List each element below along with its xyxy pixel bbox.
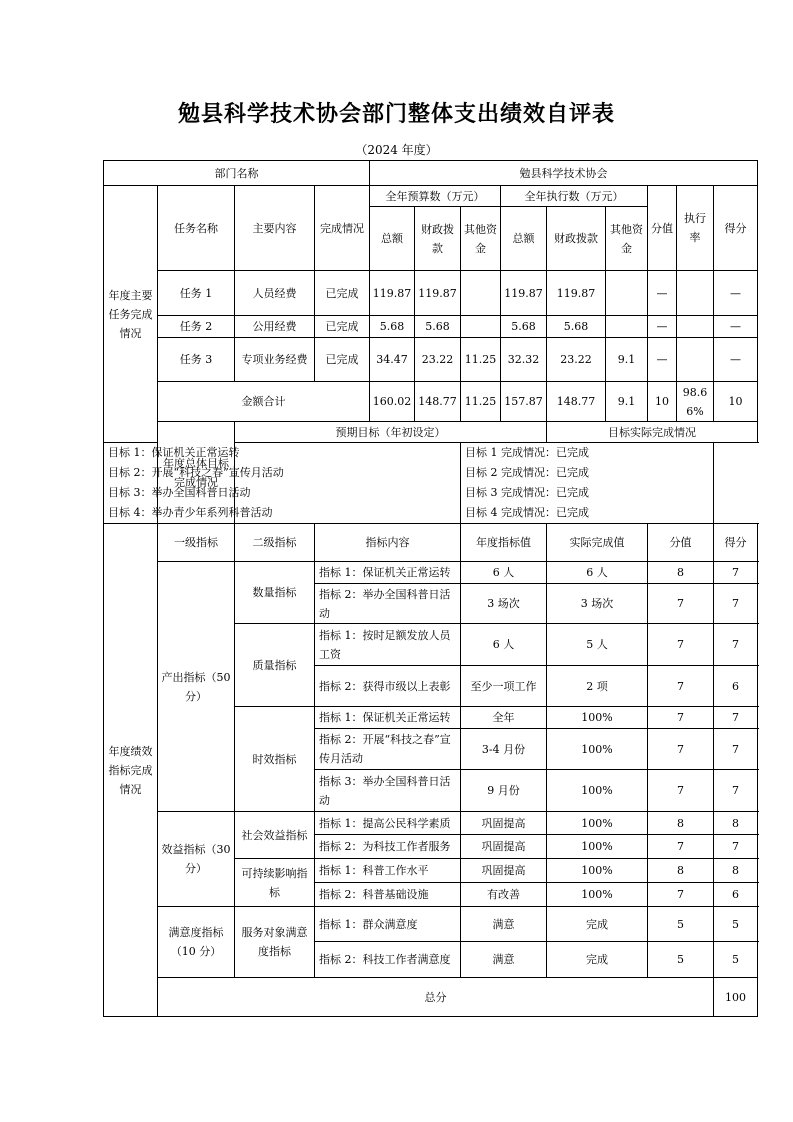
level2-quality: 质量指标	[235, 624, 315, 707]
actual-value-header: 实际完成值	[547, 524, 648, 562]
indicator-actual: 5 人	[547, 624, 648, 666]
task-header-row	[104, 186, 758, 207]
actual-goal: 目标 3 完成情况：已完成	[461, 483, 714, 503]
indicator-target: 3-4 月份	[461, 729, 547, 770]
indicator-score-value: 7	[648, 707, 714, 729]
self-evaluation-table	[103, 160, 758, 1017]
sum-score-value: 10	[648, 382, 677, 422]
indicator-target: 有改善	[461, 883, 547, 907]
budget-total: 5.68	[370, 316, 415, 338]
budget-fiscal: 119.87	[415, 271, 461, 316]
indicator-actual: 100%	[547, 707, 648, 729]
level1-output: 产出指标（50 分）	[158, 562, 235, 812]
indicator-actual: 100%	[547, 835, 648, 859]
task-row	[104, 271, 758, 316]
exec-total: 5.68	[501, 316, 547, 338]
level2-header: 二级指标	[235, 524, 315, 562]
level2-service-satisfaction: 服务对象满意度指标	[235, 907, 315, 978]
indicator-content: 指标 1：群众满意度	[315, 907, 461, 942]
exec-other-header: 其他资金	[606, 207, 648, 271]
total-row	[104, 978, 758, 1017]
exec-other	[606, 271, 648, 316]
indicator-actual: 100%	[547, 859, 648, 883]
exec-fiscal: 5.68	[547, 316, 606, 338]
indicator-score: 7	[714, 835, 758, 859]
sum-budget-fiscal: 148.77	[415, 382, 461, 422]
indicator-content: 指标 2：为科技工作者服务	[315, 835, 461, 859]
indicator-actual: 100%	[547, 883, 648, 907]
indicator-actual: 100%	[547, 729, 648, 770]
goal-row	[104, 503, 758, 524]
goals-section-label: 年度总体目标完成情况	[158, 422, 235, 524]
task-status: 已完成	[315, 338, 370, 382]
task-status: 已完成	[315, 316, 370, 338]
budget-fiscal: 5.68	[415, 316, 461, 338]
level2-timeliness: 时效指标	[235, 707, 315, 812]
task-score-value: —	[648, 271, 677, 316]
indicator-score: 7	[714, 729, 758, 770]
task-row	[104, 338, 758, 382]
exec-fiscal: 119.87	[547, 271, 606, 316]
indicator-score: 8	[714, 859, 758, 883]
total-score-value: 100	[714, 978, 758, 1017]
page-title: 勉县科学技术协会部门整体支出绩效自评表	[177, 101, 615, 127]
indicator-actual: 3 场次	[547, 584, 648, 624]
indicator-score: 6	[714, 883, 758, 907]
indicator-score: 7	[714, 562, 758, 584]
indicator-content: 指标 1：保证机关正常运转	[315, 707, 461, 729]
sum-exec-rate: 98.66%	[677, 382, 714, 422]
indicator-target: 巩固提高	[461, 835, 547, 859]
budget-fiscal: 23.22	[415, 338, 461, 382]
indicator-score-value: 5	[648, 942, 714, 978]
budget-other-header: 其他资金	[461, 207, 501, 271]
task-name: 任务 1	[158, 271, 235, 316]
level2-social: 社会效益指标	[235, 812, 315, 859]
exec-total: 119.87	[501, 271, 547, 316]
sum-exec-total: 157.87	[501, 382, 547, 422]
indicator-actual: 2 项	[547, 666, 648, 707]
indicator-content: 指标 1：科普工作水平	[315, 859, 461, 883]
task-status: 已完成	[315, 271, 370, 316]
indicator-score-value: 5	[648, 907, 714, 942]
indicator-score: 7	[714, 624, 758, 666]
budget-total: 34.47	[370, 338, 415, 382]
goal-row	[104, 443, 758, 463]
task-content: 专项业务经费	[235, 338, 315, 382]
expected-goal: 目标 1：保证机关正常运转	[104, 443, 461, 463]
budget-other	[461, 316, 501, 338]
indicator-content: 指标 1：按时足额发放人员工资	[315, 624, 461, 666]
task-content-header: 主要内容	[235, 186, 315, 271]
indicator-target: 满意	[461, 907, 547, 942]
perf-header-row	[104, 524, 758, 562]
indicator-score-value: 8	[648, 562, 714, 584]
task-score: —	[714, 338, 758, 382]
task-content: 人员经费	[235, 271, 315, 316]
indicator-actual: 100%	[547, 770, 648, 812]
budget-fiscal-header: 财政拨款	[415, 207, 461, 271]
annual-target-header: 年度指标值	[461, 524, 547, 562]
sum-exec-other: 9.1	[606, 382, 648, 422]
task-score-value: —	[648, 316, 677, 338]
indicator-score-value: 8	[648, 812, 714, 835]
exec-rate-header: 执行率	[677, 186, 714, 271]
indicator-score: 8	[714, 812, 758, 835]
indicator-content: 指标 1：保证机关正常运转	[315, 562, 461, 584]
level1-satisfaction: 满意度指标（10 分）	[158, 907, 235, 978]
indicator-score-value: 7	[648, 666, 714, 707]
dept-label: 部门名称	[104, 161, 370, 186]
expected-goal: 目标 4：举办青少年系列科普活动	[104, 503, 461, 524]
indicator-target: 全年	[461, 707, 547, 729]
indicator-score: 5	[714, 942, 758, 978]
task-content: 公用经费	[235, 316, 315, 338]
task-score-value: —	[648, 338, 677, 382]
exec-fiscal-header: 财政拨款	[547, 207, 606, 271]
indicator-score-value: 8	[648, 859, 714, 883]
exec-other	[606, 316, 648, 338]
indicator-actual: 完成	[547, 907, 648, 942]
indicator-content: 指标 1：提高公民科学素质	[315, 812, 461, 835]
exec-fiscal: 23.22	[547, 338, 606, 382]
task-score: —	[714, 316, 758, 338]
task-sum-row	[104, 382, 758, 422]
tasks-section-label: 年度主要任务完成情况	[104, 186, 158, 443]
indicator-content: 指标 2：科普基础设施	[315, 883, 461, 907]
level2-sustainable: 可持续影响指标	[235, 859, 315, 907]
indicator-score: 7	[714, 770, 758, 812]
budget-other: 11.25	[461, 338, 501, 382]
task-exec-rate	[677, 316, 714, 338]
indicator-content-header: 指标内容	[315, 524, 461, 562]
task-name-header: 任务名称	[158, 186, 235, 271]
budget-header: 全年预算数（万元）	[370, 186, 501, 207]
task-exec-rate	[677, 338, 714, 382]
indicator-content: 指标 2：科技工作者满意度	[315, 942, 461, 978]
task-exec-rate	[677, 271, 714, 316]
indicator-target: 9 月份	[461, 770, 547, 812]
actual-goals-header: 目标实际完成情况	[547, 422, 758, 443]
score-header: 得分	[714, 186, 758, 271]
expected-goal: 目标 2：开展“科技之春”宣传月活动	[104, 463, 461, 483]
indicator-score-value: 7	[648, 770, 714, 812]
indicator-content: 指标 2：举办全国科普日活动	[315, 584, 461, 624]
task-score: —	[714, 271, 758, 316]
total-label: 总分	[158, 978, 714, 1017]
level1-benefit: 效益指标（30 分）	[158, 812, 235, 907]
expected-goals-header: 预期目标（年初设定）	[235, 422, 547, 443]
goal-row	[104, 483, 758, 503]
sum-label: 金额合计	[158, 382, 370, 422]
indicator-score: 7	[714, 584, 758, 624]
indicator-score: 5	[714, 907, 758, 942]
task-name: 任务 3	[158, 338, 235, 382]
goal-row	[104, 463, 758, 483]
indicator-actual: 完成	[547, 942, 648, 978]
goals-header-row	[104, 422, 758, 443]
indicator-score-header: 得分	[714, 524, 758, 562]
expected-goal: 目标 3：举办全国科普日活动	[104, 483, 461, 503]
indicator-content: 指标 2：获得市级以上表彰	[315, 666, 461, 707]
actual-goal: 目标 4 完成情况：已完成	[461, 503, 714, 524]
indicator-score: 7	[714, 707, 758, 729]
task-row	[104, 316, 758, 338]
indicator-target: 满意	[461, 942, 547, 978]
indicator-content: 指标 2：开展“科技之春”宣传月活动	[315, 729, 461, 770]
sum-budget-other: 11.25	[461, 382, 501, 422]
indicator-target: 巩固提高	[461, 859, 547, 883]
score-value-header: 分值	[648, 186, 677, 271]
exec-total: 32.32	[501, 338, 547, 382]
indicator-score-value: 7	[648, 729, 714, 770]
indicator-actual: 6 人	[547, 562, 648, 584]
indicator-score-value-header: 分值	[648, 524, 714, 562]
indicator-row	[104, 562, 758, 584]
actual-goal: 目标 2 完成情况：已完成	[461, 463, 714, 483]
indicator-score-value: 7	[648, 624, 714, 666]
exec-other: 9.1	[606, 338, 648, 382]
indicator-target: 6 人	[461, 562, 547, 584]
indicator-score-value: 7	[648, 883, 714, 907]
sum-budget-total: 160.02	[370, 382, 415, 422]
indicator-row	[104, 812, 758, 835]
indicator-actual: 100%	[547, 812, 648, 835]
level1-header: 一级指标	[158, 524, 235, 562]
year-label: （2024 年度）	[355, 143, 438, 157]
indicator-row	[104, 907, 758, 942]
indicator-target: 3 场次	[461, 584, 547, 624]
task-name: 任务 2	[158, 316, 235, 338]
indicator-score: 6	[714, 666, 758, 707]
budget-total: 119.87	[370, 271, 415, 316]
indicator-content: 指标 3：举办全国科普日活动	[315, 770, 461, 812]
indicator-target: 至少一项工作	[461, 666, 547, 707]
level2-quantity: 数量指标	[235, 562, 315, 624]
budget-total-header: 总额	[370, 207, 415, 271]
indicator-target: 巩固提高	[461, 812, 547, 835]
budget-other	[461, 271, 501, 316]
actual-goal: 目标 1 完成情况：已完成	[461, 443, 714, 463]
sum-exec-fiscal: 148.77	[547, 382, 606, 422]
dept-value: 勉县科学技术协会	[370, 161, 758, 186]
indicator-score-value: 7	[648, 584, 714, 624]
indicator-target: 6 人	[461, 624, 547, 666]
sum-score: 10	[714, 382, 758, 422]
indicator-score-value: 7	[648, 835, 714, 859]
task-status-header: 完成情况	[315, 186, 370, 271]
perf-section-label: 年度绩效指标完成情况	[104, 524, 158, 1017]
exec-header: 全年执行数（万元）	[501, 186, 648, 207]
exec-total-header: 总额	[501, 207, 547, 271]
dept-row	[104, 161, 758, 186]
